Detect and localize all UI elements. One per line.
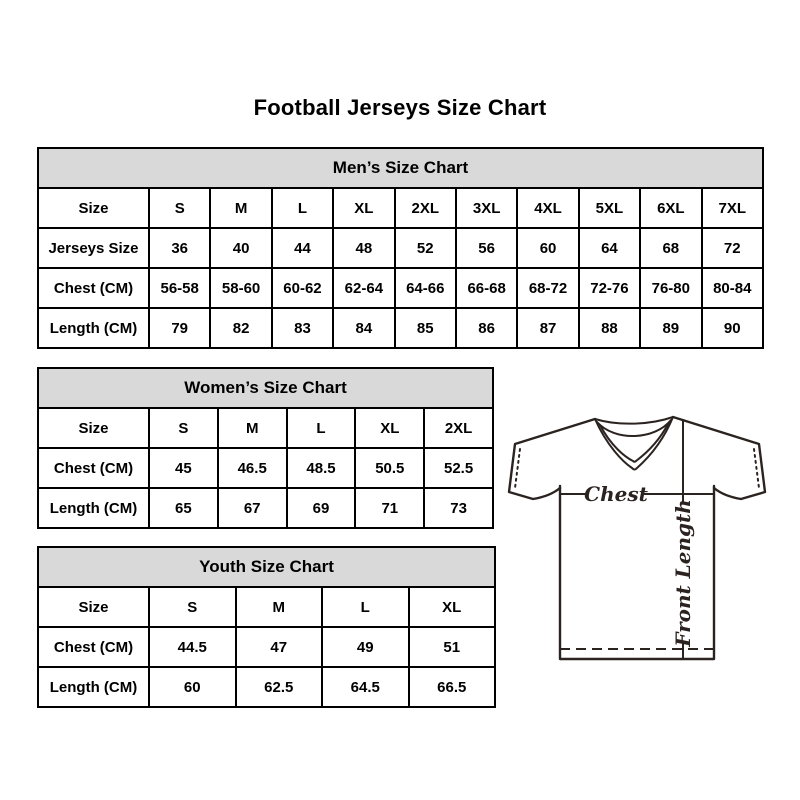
value-cell: 52.5 [424, 448, 493, 488]
value-cell: 51 [409, 627, 496, 667]
row-label-cell: Length (CM) [38, 308, 149, 348]
value-cell: 45 [149, 448, 218, 488]
row-label-cell: Size [38, 188, 149, 228]
value-cell: 69 [287, 488, 356, 528]
table-row [38, 308, 763, 348]
value-cell: S [149, 587, 236, 627]
value-cell: 90 [702, 308, 763, 348]
value-cell: 44.5 [149, 627, 236, 667]
row-label-cell: Chest (CM) [38, 627, 149, 667]
value-cell: 87 [517, 308, 578, 348]
value-cell: 68-72 [517, 268, 578, 308]
value-cell: 7XL [702, 188, 763, 228]
value-cell: 58-60 [210, 268, 271, 308]
value-cell: 72-76 [579, 268, 640, 308]
value-cell: S [149, 188, 210, 228]
value-cell: M [218, 408, 287, 448]
value-cell: XL [333, 188, 394, 228]
value-cell: 65 [149, 488, 218, 528]
page-title: Football Jerseys Size Chart [253, 95, 547, 120]
value-cell: 44 [272, 228, 333, 268]
row-label-cell: Size [38, 408, 149, 448]
table-row [38, 587, 495, 627]
value-cell: 67 [218, 488, 287, 528]
value-cell: 83 [272, 308, 333, 348]
row-label-cell: Chest (CM) [38, 268, 149, 308]
mens-size-table-container [37, 147, 764, 349]
womens-table-title: Women’s Size Chart [38, 368, 493, 408]
value-cell: 47 [236, 627, 323, 667]
table-title-row [38, 148, 763, 188]
table-row [38, 667, 495, 707]
value-cell: 88 [579, 308, 640, 348]
row-label-cell: Chest (CM) [38, 448, 149, 488]
value-cell: L [322, 587, 409, 627]
mens-size-table [37, 147, 764, 349]
youth-size-table [37, 546, 496, 708]
mens-table-title: Men’s Size Chart [38, 148, 763, 188]
value-cell: 86 [456, 308, 517, 348]
value-cell: 2XL [395, 188, 456, 228]
table-row [38, 408, 493, 448]
value-cell: XL [409, 587, 496, 627]
left-cuff-seam-dotted-line [515, 449, 520, 488]
table-row [38, 228, 763, 268]
jersey-measurement-diagram [503, 402, 775, 670]
value-cell: 80-84 [702, 268, 763, 308]
value-cell: 48 [333, 228, 394, 268]
value-cell: 66-68 [456, 268, 517, 308]
table-row [38, 627, 495, 667]
value-cell: 79 [149, 308, 210, 348]
value-cell: 64.5 [322, 667, 409, 707]
row-label-cell: Length (CM) [38, 488, 149, 528]
right-cuff-seam-dotted-line [754, 449, 759, 488]
value-cell: 56-58 [149, 268, 210, 308]
youth-size-table-container [37, 546, 496, 708]
value-cell: 64-66 [395, 268, 456, 308]
value-cell: M [236, 587, 323, 627]
value-cell: M [210, 188, 271, 228]
front-length-label: Front Length [671, 499, 695, 647]
table-row [38, 268, 763, 308]
value-cell: 49 [322, 627, 409, 667]
value-cell: S [149, 408, 218, 448]
value-cell: 84 [333, 308, 394, 348]
value-cell: 36 [149, 228, 210, 268]
value-cell: 64 [579, 228, 640, 268]
value-cell: 73 [424, 488, 493, 528]
womens-size-table [37, 367, 494, 529]
value-cell: 89 [640, 308, 701, 348]
jersey-outline-drawing [503, 402, 775, 670]
value-cell: 72 [702, 228, 763, 268]
value-cell: 4XL [517, 188, 578, 228]
value-cell: 52 [395, 228, 456, 268]
table-row [38, 488, 493, 528]
table-title-row [38, 547, 495, 587]
value-cell: 62-64 [333, 268, 394, 308]
value-cell: L [272, 188, 333, 228]
value-cell: 50.5 [355, 448, 424, 488]
value-cell: 5XL [579, 188, 640, 228]
row-label-cell: Jerseys Size [38, 228, 149, 268]
value-cell: 60 [149, 667, 236, 707]
value-cell: 56 [456, 228, 517, 268]
row-label-cell: Size [38, 587, 149, 627]
value-cell: 3XL [456, 188, 517, 228]
value-cell: 2XL [424, 408, 493, 448]
value-cell: 76-80 [640, 268, 701, 308]
value-cell: 6XL [640, 188, 701, 228]
row-label-cell: Length (CM) [38, 667, 149, 707]
table-row [38, 448, 493, 488]
value-cell: 62.5 [236, 667, 323, 707]
table-row [38, 188, 763, 228]
value-cell: L [287, 408, 356, 448]
value-cell: 48.5 [287, 448, 356, 488]
value-cell: 60 [517, 228, 578, 268]
womens-size-table-container [37, 367, 494, 529]
value-cell: XL [355, 408, 424, 448]
value-cell: 68 [640, 228, 701, 268]
chest-label: Chest [584, 482, 648, 506]
value-cell: 46.5 [218, 448, 287, 488]
youth-table-title: Youth Size Chart [38, 547, 495, 587]
value-cell: 85 [395, 308, 456, 348]
value-cell: 40 [210, 228, 271, 268]
value-cell: 71 [355, 488, 424, 528]
value-cell: 60-62 [272, 268, 333, 308]
table-title-row [38, 368, 493, 408]
value-cell: 82 [210, 308, 271, 348]
value-cell: 66.5 [409, 667, 496, 707]
